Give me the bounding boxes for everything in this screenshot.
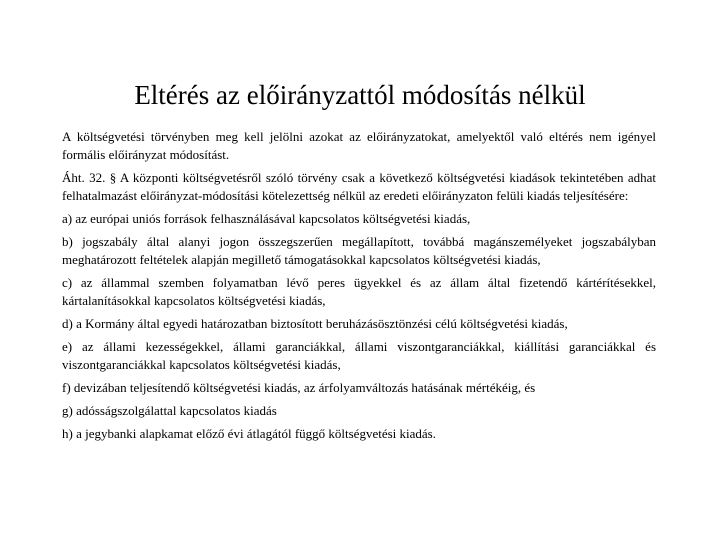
list-item-a: a) az európai uniós források felhasználásával kapcsolatos költségvetési kiadás, xyxy=(62,211,471,226)
paragraph-intro: A költségvetési törvényben meg kell jelölni azokat az előirányzatokat, amelyektől való eltérés nem igényel formális előirányzat módosítást. xyxy=(62,129,656,162)
slide-body xyxy=(62,128,656,448)
list-item-f: f) devizában teljesítendő költségvetési kiadás, az árfolyamváltozás hatásának mértékéig, és xyxy=(62,380,536,395)
list-item-b: b) jogszabály által alanyi jogon összegszerűen megállapított, továbbá magánszemélyeket jogszabályban meghatározott feltételek alapján megillető támogatásokkal kapcsolatos költségvetési kiadás, xyxy=(62,234,656,267)
list-item-d: d) a Kormány által egyedi határozatban biztosított beruházásösztönzési célú költségvetési kiadás, xyxy=(62,316,568,331)
list-item-g: g) adósságszolgálattal kapcsolatos kiadás xyxy=(62,403,277,418)
list-item-h: h) a jegybanki alapkamat előző évi átlagától függő költségvetési kiadás. xyxy=(62,426,436,441)
list-item-c: c) az állammal szemben folyamatban lévő peres ügyekkel és az állam által fizetendő kártérítésekkel, kártalanításokkal kapcsolatos költségvetési kiadás, xyxy=(62,275,656,308)
slide-title: Eltérés az előirányzattól módosítás nélkül xyxy=(134,80,586,110)
list-item-e: e) az állami kezességekkel, állami garanciákkal, állami viszontgaranciákkal, kiállítási garanciákkal és viszontgaranciákkal kapcsolatos költségvetési kiadás, xyxy=(62,339,656,372)
paragraph-aht-32: Áht. 32. § A központi költségvetésről szóló törvény csak a következő költségvetési kiadások tekintetében adhat felhatalmazást előirányzat-módosítási kötelezettség nélkül az eredeti előirányzaton felüli kiadás teljesítésére: xyxy=(62,170,656,203)
